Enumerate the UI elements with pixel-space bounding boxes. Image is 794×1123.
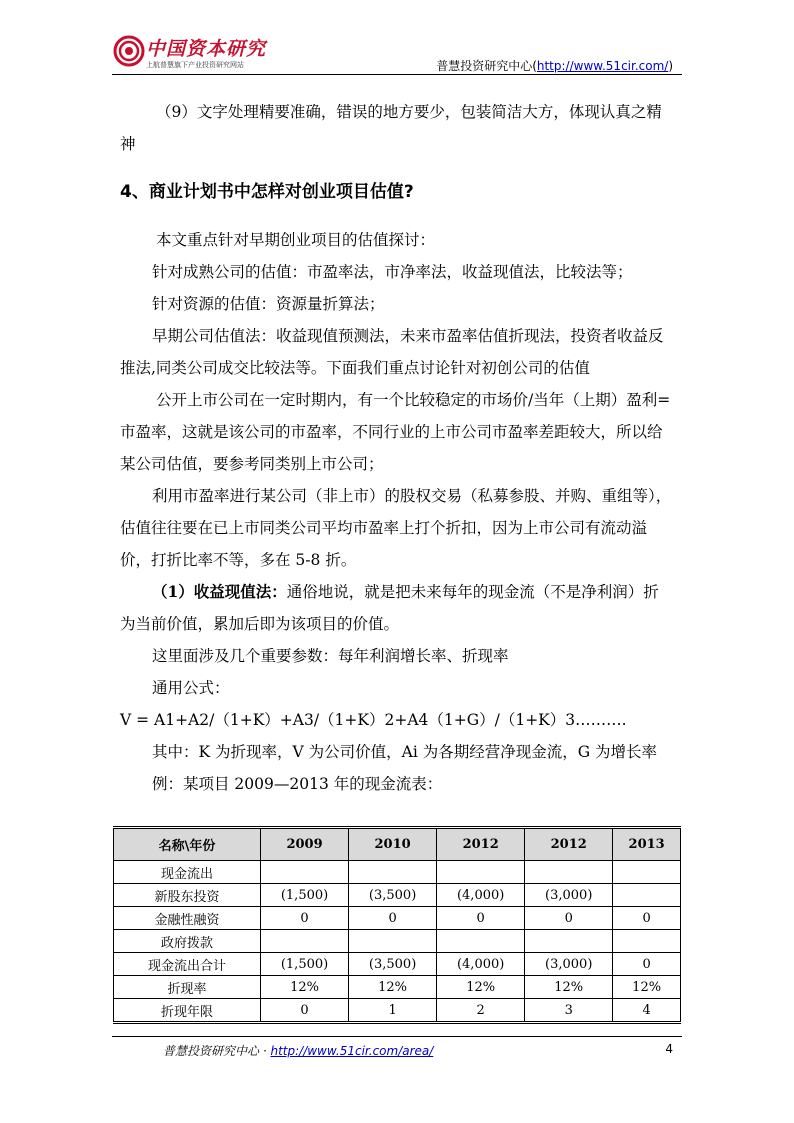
table-cell: (3,500) xyxy=(349,953,437,976)
table-cell: 0 xyxy=(613,907,681,930)
table-header-cell: 2012 xyxy=(437,828,525,861)
table-cell: 政府拨款 xyxy=(114,930,261,953)
table-row xyxy=(114,861,681,884)
table-cell: (4,000) xyxy=(437,884,525,907)
table-cell: 新股东投资 xyxy=(114,884,261,907)
table-cell: 12% xyxy=(525,976,613,999)
table-cell xyxy=(261,930,349,953)
table-cell xyxy=(525,930,613,953)
table-cell: 折现率 xyxy=(114,976,261,999)
table-cell xyxy=(437,930,525,953)
logo-icon xyxy=(115,37,143,65)
table-header-cell: 名称\年份 xyxy=(114,828,261,861)
paragraph: 针对成熟公司的估值：市盈率法，市净率法，收益现值法，比较法等； xyxy=(152,263,633,281)
paragraph: 针对资源的估值：资源量折算法； xyxy=(152,295,385,313)
footer xyxy=(163,1042,433,1059)
paragraph: 公开上市公司在一定时期内，有一个比较稳定的市场价/当年（上期）盈利=市盈率，这就是该公司的市盈率，不同行业的上市公司市盈率差距较大，所以给某公司估值，要参考同类别上市公司； xyxy=(120,391,671,473)
table-cell: 0 xyxy=(613,953,681,976)
table-cell: 0 xyxy=(349,907,437,930)
table-header-cell: 2012 xyxy=(525,828,613,861)
header-link[interactable]: http://www.51cir.com/ xyxy=(536,59,669,73)
paragraph: 其中：K 为折现率，V 为公司价值，Ai 为各期经营净现金流，G 为增长率 xyxy=(152,743,658,761)
logo-subtitle: 上航普慧旗下产业投资研究网站 xyxy=(146,61,244,69)
header-close: ) xyxy=(668,59,673,73)
table-cell xyxy=(349,930,437,953)
logo-title: 中国资本研究 xyxy=(146,38,267,60)
table-cell: 1 xyxy=(349,999,437,1023)
table-cell: 0 xyxy=(525,907,613,930)
table-cell: 折现年限 xyxy=(114,999,261,1023)
table-cell: (1,500) xyxy=(261,953,349,976)
table-cell: (3,000) xyxy=(525,884,613,907)
header-rule xyxy=(112,74,682,75)
item-9: （9）文字处理精要准确，错误的地方要少，包装简洁大方，体现认真之精神 xyxy=(120,103,662,153)
table-cell xyxy=(261,861,349,884)
table-cell: (4,000) xyxy=(437,953,525,976)
table-cell: 3 xyxy=(525,999,613,1023)
table-cell: 12% xyxy=(437,976,525,999)
table-row xyxy=(114,976,681,999)
paragraph: 早期公司估值法：收益现值预测法，未来市盈率估值折现法，投资者收益反推法,同类公司成交比较法等。下面我们重点讨论针对初创公司的估值 xyxy=(120,327,664,377)
formula: V = A1+A2/（1+K）+A3/（1+K）2+A4（1+G）/（1+K）3………. xyxy=(120,711,627,729)
table-row xyxy=(114,999,681,1023)
footer-org: 普慧投资研究中心 · xyxy=(163,1044,267,1058)
table-cell: (3,000) xyxy=(525,953,613,976)
header-org-name: 普慧投资研究中心( xyxy=(436,59,537,73)
table-cell xyxy=(613,930,681,953)
table-row xyxy=(114,907,681,930)
table-row xyxy=(114,884,681,907)
table-cell: 现金流出合计 xyxy=(114,953,261,976)
main-content xyxy=(120,96,674,800)
table-cell: (1,500) xyxy=(261,884,349,907)
table-row xyxy=(114,930,681,953)
table-cell: 12% xyxy=(613,976,681,999)
table-cell: (3,500) xyxy=(349,884,437,907)
table-cell xyxy=(613,884,681,907)
header-org xyxy=(436,57,673,74)
table-row xyxy=(114,953,681,976)
table-cell: 金融性融资 xyxy=(114,907,261,930)
footer-link[interactable]: http://www.51cir.com/area/ xyxy=(270,1044,434,1058)
method-title: （1）收益现值法： xyxy=(152,582,287,601)
table-header-row xyxy=(114,828,681,861)
table-header-cell: 2010 xyxy=(349,828,437,861)
table-cell: 现金流出 xyxy=(114,861,261,884)
cash-flow-table xyxy=(113,826,681,1024)
table-cell: 0 xyxy=(261,907,349,930)
paragraph: 利用市盈率进行某公司（非上市）的股权交易（私募参股、并购、重组等），估值往往要在已上市同类公司平均市盈率上打个折扣，因为上市公司有流动溢价，打折比率不等，多在 5-8 折。 xyxy=(120,487,672,569)
table-cell: 2 xyxy=(437,999,525,1023)
footer-rule xyxy=(112,1036,682,1037)
paragraph: 通用公式： xyxy=(152,679,230,697)
section-heading: 4、商业计划书中怎样对创业项目估值? xyxy=(120,182,414,202)
paragraph: 例：某项目 2009—2013 年的现金流表： xyxy=(152,775,443,793)
table-header-cell: 2013 xyxy=(613,828,681,861)
table-cell: 0 xyxy=(261,999,349,1023)
method-text: 通俗地说，就是把未来每年的现金流（不是净利润）折为当前价值，累加后即为该项目的价值。 xyxy=(120,583,659,633)
table-cell: 0 xyxy=(437,907,525,930)
paragraph xyxy=(120,576,674,640)
table-cell: 4 xyxy=(613,999,681,1023)
table-cell xyxy=(349,861,437,884)
page-number: 4 xyxy=(665,1042,673,1056)
table-cell: 12% xyxy=(261,976,349,999)
table-header-cell: 2009 xyxy=(261,828,349,861)
table-cell xyxy=(437,861,525,884)
table-cell xyxy=(613,861,681,884)
paragraph: 本文重点针对早期创业项目的估值探讨： xyxy=(156,231,436,249)
table-cell: 12% xyxy=(349,976,437,999)
paragraph: 这里面涉及几个重要参数：每年利润增长率、折现率 xyxy=(152,647,509,665)
table-cell xyxy=(525,861,613,884)
